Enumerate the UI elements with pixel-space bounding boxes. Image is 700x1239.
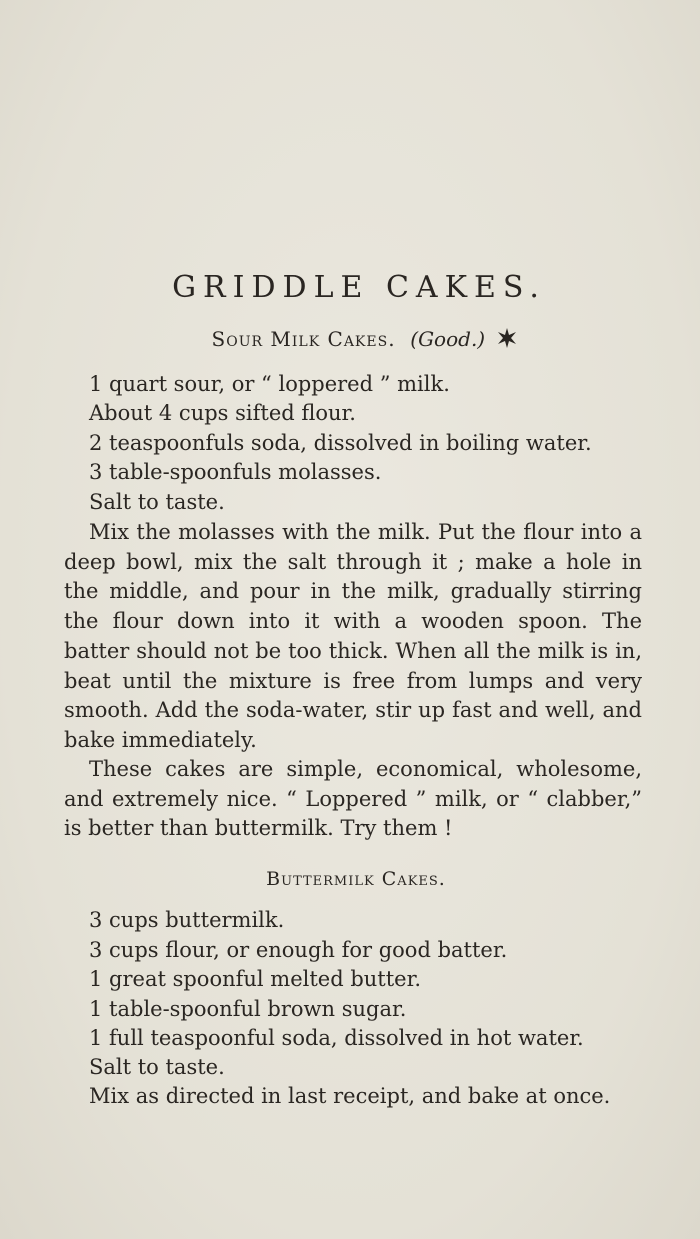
ingredient-line: About 4 cups sifted flour. [89,401,356,425]
ingredient-line: Mix as directed in last receipt, and bake at once. [89,1084,611,1108]
ingredient-line: 1 full teaspoonful soda, dissolved in hot water. [89,1026,584,1050]
ingredient-line: 2 teaspoonfuls soda, dissolved in boiling water. [89,431,592,455]
ingredient-line: Salt to taste. [89,490,225,514]
ingredient-line: Salt to taste. [89,1055,225,1079]
ingredient-line: 3 table-spoonfuls molasses. [89,460,382,484]
section-heading-buttermilk-cakes: Buttermilk Cakes. [266,868,446,890]
page-title: GRIDDLE CAKES. [172,270,546,305]
ingredient-line: 1 great spoonful melted butter. [89,967,422,991]
section-heading-note: (Good.) [410,327,486,351]
ingredient-line: 1 quart sour, or “ loppered ” milk. [89,372,450,396]
section-heading-text: Sour Milk Cakes. [211,327,396,351]
ingredient-line: 3 cups buttermilk. [89,908,285,932]
commentary-paragraph: These cakes are simple, economical, wholesome, and extremely nice. “ Loppered ” milk, or “ clabber,” is better than buttermilk. Try them ! [64,757,642,841]
ingredient-line: 3 cups flour, or enough for good batter. [89,938,508,962]
maltese-cross-icon [496,327,518,349]
section-heading-sour-milk-cakes [0,327,700,351]
ingredient-line: 1 table-spoonful brown sugar. [89,997,407,1021]
instructions-paragraph: Mix the molasses with the milk. Put the flour into a deep bowl, mix the salt through it ; make a hole in the middle, and pour in the milk, gradually stirring the flour down into it with a wooden spoon. The batter should not be too thick. When all the milk is in, beat until the mixture is free from lumps and very smooth. Add the soda-water, stir up fast and well, and bake immediately. [64,520,642,752]
